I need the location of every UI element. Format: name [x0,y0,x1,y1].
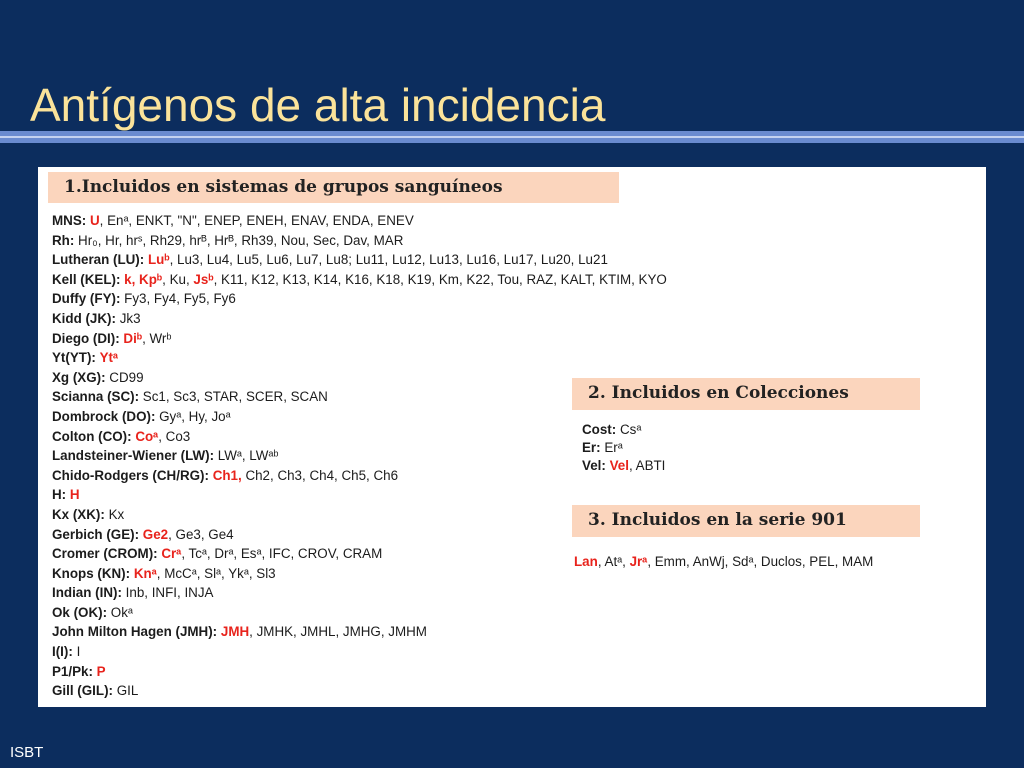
section-3-heading: 3. Incluidos en la serie 901 [572,505,920,537]
system-row [52,211,667,231]
series-901-antigens [574,554,873,569]
system-row [52,309,667,329]
system-name: Vel: [582,458,606,473]
system-name: Rh: [52,232,75,248]
system-row [52,270,667,290]
section-1-heading: 1.Incluidos en sistemas de grupos sanguíneos [48,172,619,203]
system-name: Yt(YT): [52,350,96,366]
antigen-text: Okᵃ [110,604,133,620]
system-name: Gill (GIL): [52,683,113,699]
antigen-text: Erᵃ [604,440,623,455]
system-row [52,485,667,505]
antigen-text: Ch2, Ch3, Ch4, Ch5, Ch6 [241,467,399,483]
system-name: Xg (XG): [52,369,106,385]
antigen-text: , Co3 [158,428,191,444]
collection-row [582,439,665,457]
system-name: P1/Pk: [52,663,93,679]
antigen-highlighted: Vel [609,458,629,473]
system-name: Diego (DI): [52,330,120,346]
system-name: Cost: [582,422,617,437]
antigen-text: , ABTI [628,458,666,473]
system-name: H: [52,487,67,503]
system-name: Scianna (SC): [52,389,140,405]
system-row [52,250,667,270]
blood-group-systems-list [52,211,667,701]
antigen-highlighted: Lan [574,554,598,569]
antigen-text: Gyᵃ, Hy, Joᵃ [159,408,231,424]
system-row [52,681,667,701]
antigen-highlighted: Jrᵃ [629,554,648,569]
antigen-text: I [76,644,81,660]
antigen-text: Csᵃ [619,422,642,437]
system-row [52,583,667,603]
system-row [52,348,667,368]
antigen-text: CD99 [109,369,144,385]
collection-row [582,421,665,439]
antigen-highlighted: Knᵃ [133,565,157,581]
antigen-text: Hr₀, Hr, hrˢ, Rh29, hrᴮ, Hrᴮ, Rh39, Nou, Sec, Dav, MAR [78,232,404,248]
antigen-highlighted: Jsᵇ [193,271,214,287]
antigen-text: , Wrᵇ [142,330,172,346]
antigen-text: LWᵃ, LWᵃᵇ [217,448,279,464]
antigen-highlighted: Coᵃ [135,428,159,444]
system-name: I(I): [52,644,73,660]
section-2-heading: 2. Incluidos en Colecciones [572,378,920,410]
antigen-highlighted: P [96,663,106,679]
system-row [52,622,667,642]
system-name: John Milton Hagen (JMH): [52,624,218,640]
system-row [52,231,667,251]
antigen-text: , Enᵃ, ENKT, "N", ENEP, ENEH, ENAV, ENDA, ENEV [99,213,414,228]
content-panel [38,167,986,707]
antigen-highlighted: H [69,487,80,503]
system-name: MNS: [52,213,87,228]
antigen-text: , McCᵃ, Slᵃ, Ykᵃ, Sl3 [156,565,276,581]
collections-list [582,421,665,475]
title-divider [0,131,1024,143]
antigen-text: GIL [116,683,139,699]
system-row [52,662,667,682]
system-name: Kell (KEL): [52,271,121,287]
system-name: Kidd (JK): [52,310,116,326]
antigen-text: Sc1, Sc3, STAR, SCER, SCAN [142,389,328,405]
antigen-highlighted: Luᵇ [147,252,170,268]
system-name: Indian (IN): [52,585,122,601]
antigen-text: Kx [108,506,125,522]
antigen-highlighted: Ytᵃ [99,350,119,366]
antigen-text: , Ku, [162,271,194,287]
antigen-text: , Tcᵃ, Drᵃ, Esᵃ, IFC, CROV, CRAM [181,546,383,562]
system-name: Cromer (CROM): [52,546,158,562]
antigen-text: , Lu3, Lu4, Lu5, Lu6, Lu7, Lu8; Lu11, Lu12, Lu13, Lu16, Lu17, Lu20, Lu21 [169,252,608,268]
system-name: Gerbich (GE): [52,526,140,542]
system-name: Chido-Rodgers (CH/RG): [52,467,209,483]
system-row [52,642,667,662]
slide-title: Antígenos de alta incidencia [30,79,606,131]
footer-label: ISBT [10,744,44,761]
antigen-highlighted: k, Kpᵇ [124,271,163,287]
system-name: Dombrock (DO): [52,408,156,424]
system-row [52,466,667,486]
antigen-text: , JMHK, JMHL, JMHG, JMHM [249,624,427,640]
system-row [52,603,667,623]
antigen-highlighted: JMH [220,624,250,640]
system-name: Kx (XK): [52,506,105,522]
antigen-text: , Emm, AnWj, Sdᵃ, Duclos, PEL, MAM [647,554,874,569]
system-row [52,329,667,349]
system-row [52,289,667,309]
antigen-text: Jk3 [119,310,141,326]
antigen-text: , Ge3, Ge4 [168,526,234,542]
antigen-text: , Atᵃ, [597,554,630,569]
system-row [52,446,667,466]
system-name: Lutheran (LU): [52,252,145,268]
antigen-text: Fy3, Fy4, Fy5, Fy6 [124,291,236,307]
antigen-highlighted: Diᵇ [123,330,143,346]
system-name: Ok (OK): [52,604,108,620]
collection-row [582,457,665,475]
system-name: Er: [582,440,601,455]
antigen-highlighted: Ge2 [142,526,169,542]
system-name: Landsteiner-Wiener (LW): [52,448,215,464]
antigen-highlighted: Crᵃ [161,546,182,562]
antigen-text: , K11, K12, K13, K14, K16, K18, K19, Km, K22, Tou, RAZ, KALT, KTIM, KYO [213,271,667,287]
antigen-highlighted: Ch1, [212,467,242,483]
system-row [52,427,667,447]
antigen-highlighted: U [89,213,100,228]
antigen-text: Inb, INFI, INJA [125,585,214,601]
system-name: Colton (CO): [52,428,132,444]
system-name: Knops (KN): [52,565,131,581]
system-name: Duffy (FY): [52,291,121,307]
